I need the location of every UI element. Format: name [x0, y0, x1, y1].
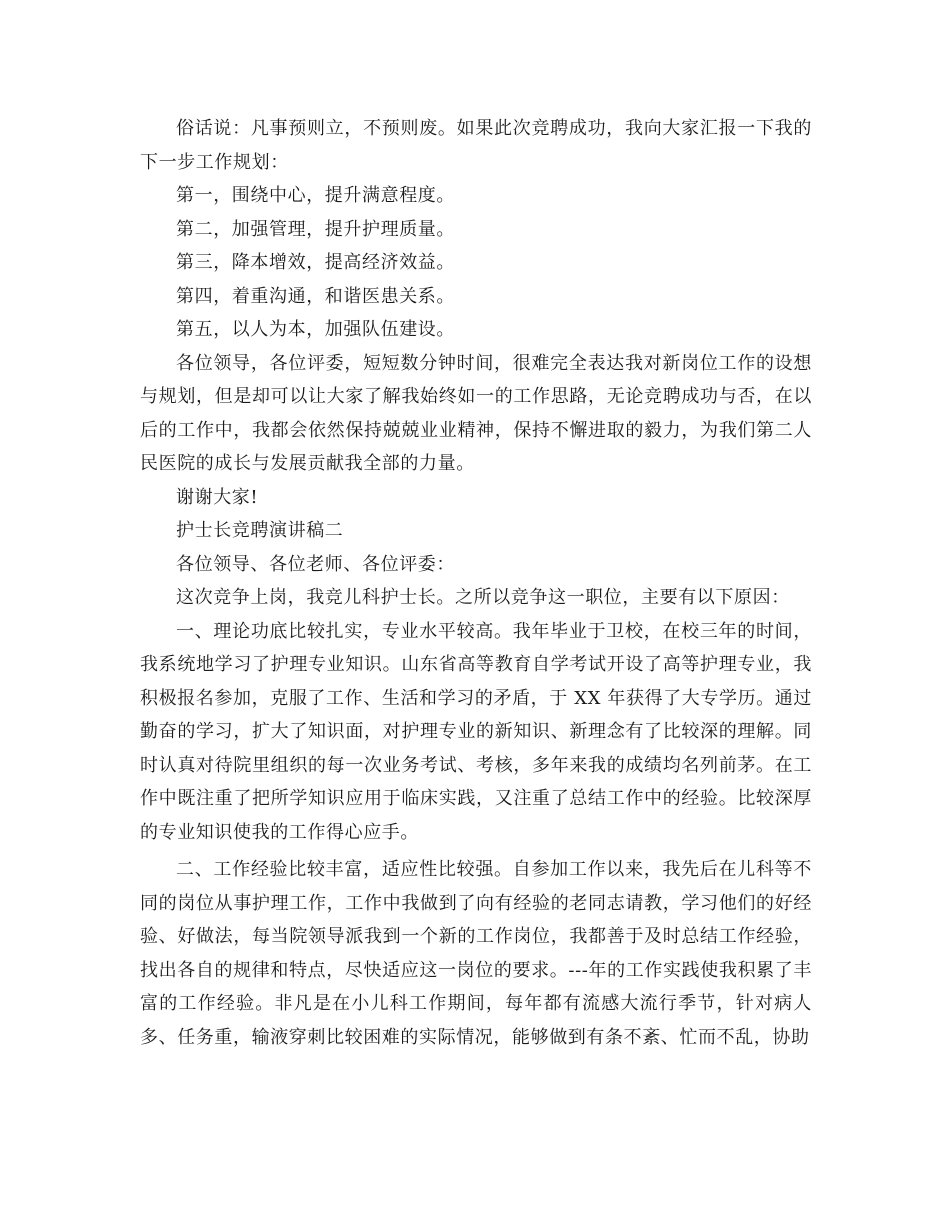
paragraph-plan-item-5: 第五，以人为本，加强队伍建设。 — [176, 319, 455, 340]
paragraph-reason-1: 一、理论功底比较扎实，专业水平较高。我年毕业于卫校，在校三年的时间，我系统地学习了护理专业知识。山东省高等教育自学考试开设了高等护理专业，我积极报名参加，克服了工作、生活和学习的矛盾，于 XX 年获得了大专学历。通过勤奋的学习，扩大了知识面，对护理专业的新知识、新理念有了比较深的理解。同时认真对待院里组织的每一次业务考试、考核，多年来我的成绩均名列前茅。在工作中既注重了把所学知识应用于临床实践，又注重了总结工作中的经验。比较深厚的专业知识使我的工作得心应手。 — [140, 620, 812, 843]
paragraph-reasons-intro: 这次竞争上岗，我竞儿科护士长。之所以竞争这一职位，主要有以下原因： — [176, 587, 790, 608]
document-body — [140, 112, 812, 1054]
paragraph-thanks: 谢谢大家! — [176, 486, 259, 508]
paragraph-plan-item-4: 第四，着重沟通，和谐医患关系。 — [176, 285, 455, 307]
paragraph-plan-intro: 俗话说：凡事预则立，不预则废。如果此次竞聘成功，我向大家汇报一下我的下一步工作规划： — [140, 118, 812, 173]
paragraph-plan-item-3: 第三，降本增效，提高经济效益。 — [176, 252, 455, 273]
section-title: 护士长竞聘演讲稿二 — [176, 520, 344, 541]
paragraph-plan-item-2: 第二，加强管理，提升护理质量。 — [176, 218, 455, 240]
paragraph-salutation: 各位领导、各位老师、各位评委： — [176, 553, 455, 575]
paragraph-reason-2: 二、工作经验比较丰富，适应性比较强。自参加工作以来，我先后在儿科等不同的岗位从事护理工作，工作中我做到了向有经验的老同志请教，学习他们的好经验、好做法，每当院领导派我到一个新的工作岗位，我都善于及时总结工作经验，找出各自的规律和特点，尽快适应这一岗位的要求。---年的工作实践使我积累了丰富的工作经验。非凡是在小儿科工作期间，每年都有流感大流行季节，针对病人多、任务重，输液穿刺比较困难的实际情况，能够做到有条不紊、忙而不乱，协助 — [140, 859, 812, 1048]
paragraph-plan-item-1: 第一，围绕中心，提升满意程度。 — [176, 185, 455, 206]
paragraph-closing: 各位领导，各位评委，短短数分钟时间，很难完全表达我对新岗位工作的设想与规划，但是却可以让大家了解我始终如一的工作思路，无论竞聘成功与否，在以后的工作中，我都会依然保持兢兢业业精神，保持不懈进取的毅力，为我们第二人民医院的成长与发展贡献我全部的力量。 — [140, 352, 812, 474]
